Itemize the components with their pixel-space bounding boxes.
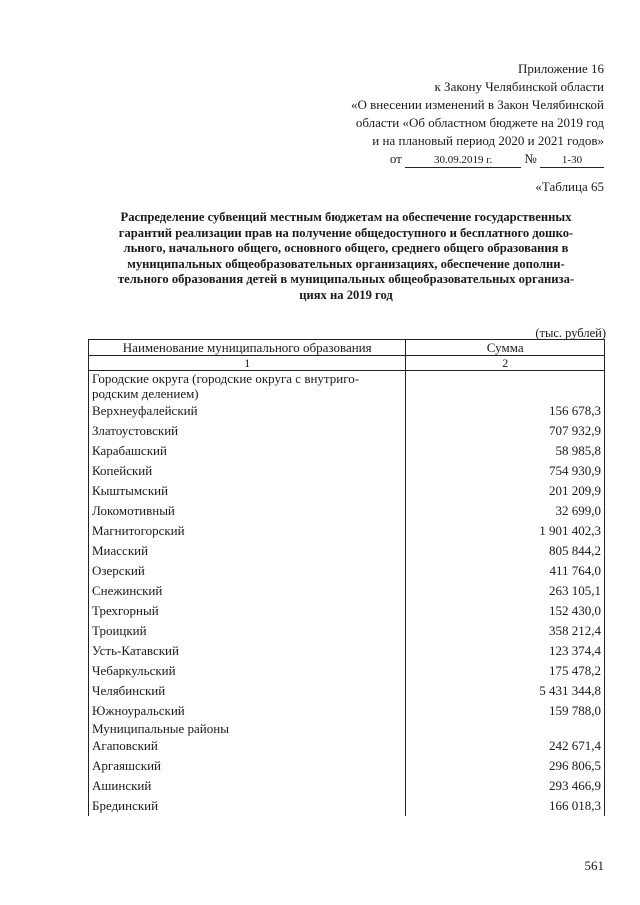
- subvention-amount: 411 764,0: [406, 561, 605, 581]
- group-sum-blank: [406, 371, 605, 402]
- subvention-amount: 5 431 344,8: [406, 681, 605, 701]
- table-body: [89, 371, 605, 817]
- group-title-line: Городские округа (городские округа с внутриго-: [92, 371, 360, 386]
- number-label: №: [524, 151, 537, 166]
- table-row: [89, 481, 605, 501]
- table-row: [89, 701, 605, 721]
- appendix-line: и на плановый период 2020 и 2021 годов»: [372, 133, 604, 148]
- law-number: 1-30: [540, 153, 604, 168]
- appendix-line: «О внесении изменений в Закон Челябинской: [350, 97, 604, 112]
- table-row: [89, 621, 605, 641]
- municipality-name: Магнитогорский: [89, 521, 406, 541]
- municipality-name: Снежинский: [89, 581, 406, 601]
- group-sum-blank: [406, 721, 605, 736]
- law-date-number: [351, 150, 604, 168]
- municipality-name: Озерский: [89, 561, 406, 581]
- municipality-name: Челябинский: [89, 681, 406, 701]
- table-row: [89, 681, 605, 701]
- municipality-name: Брединский: [89, 796, 406, 816]
- municipality-name: Миасский: [89, 541, 406, 561]
- group-header-row: [89, 371, 605, 402]
- table-row: [89, 736, 605, 756]
- subvention-amount: 159 788,0: [406, 701, 605, 721]
- table-row: [89, 521, 605, 541]
- table-row: [89, 561, 605, 581]
- municipality-name: Южноуральский: [89, 701, 406, 721]
- column-number: 1: [89, 356, 406, 371]
- table-row: [89, 421, 605, 441]
- group-header-row: [89, 721, 605, 736]
- municipality-name: Аргаяшский: [89, 756, 406, 776]
- table-row: [89, 401, 605, 421]
- subvention-amount: 175 478,2: [406, 661, 605, 681]
- table-row: [89, 601, 605, 621]
- subvention-amount: 754 930,9: [406, 461, 605, 481]
- subvention-amount: 358 212,4: [406, 621, 605, 641]
- subvention-amount: 263 105,1: [406, 581, 605, 601]
- group-title: [89, 721, 406, 736]
- page-number: 561: [584, 858, 604, 873]
- municipality-name: Агаповский: [89, 736, 406, 756]
- municipality-name: Кыштымский: [89, 481, 406, 501]
- appendix-line: к Закону Челябинской области: [434, 79, 604, 94]
- subvention-amount: 201 209,9: [406, 481, 605, 501]
- from-label: от: [389, 151, 402, 166]
- subvention-amount: 296 806,5: [406, 756, 605, 776]
- title-line: муниципальных общеобразовательных организациях, обеспечение дополни-: [127, 256, 565, 271]
- subvention-amount: 156 678,3: [406, 401, 605, 421]
- municipality-name: Копейский: [89, 461, 406, 481]
- table-row: [89, 661, 605, 681]
- title-line: льного, начального общего, основного общего, среднего общего образования в: [123, 241, 569, 256]
- table-row: [89, 796, 605, 816]
- subvention-amount: 293 466,9: [406, 776, 605, 796]
- table-row: [89, 541, 605, 561]
- group-title: [89, 371, 406, 402]
- group-title-line: Муниципальные районы: [92, 721, 229, 736]
- municipality-name: Карабашский: [89, 441, 406, 461]
- subvention-amount: 707 932,9: [406, 421, 605, 441]
- title-line: Распределение субвенций местным бюджетам на обеспечение государственных: [120, 210, 572, 224]
- municipality-name: Локомотивный: [89, 501, 406, 521]
- units-label: (тыс. рублей): [535, 326, 606, 340]
- table-label: «Таблица 65: [535, 179, 604, 194]
- subvention-amount: 166 018,3: [406, 796, 605, 816]
- municipality-name: Верхнеуфалейский: [89, 401, 406, 421]
- law-date: 30.09.2019 г.: [405, 153, 521, 168]
- subvention-amount: 242 671,4: [406, 736, 605, 756]
- group-title-line: родским делением): [92, 386, 199, 401]
- table-row: [89, 756, 605, 776]
- subvention-amount: 32 699,0: [406, 501, 605, 521]
- title-line: тельного образования детей в муниципальных общеобразовательных организа-: [117, 272, 575, 287]
- subvention-amount: 152 430,0: [406, 601, 605, 621]
- municipality-name: Чебаркульский: [89, 661, 406, 681]
- subvention-amount: 123 374,4: [406, 641, 605, 661]
- table-row: [89, 641, 605, 661]
- appendix-line: области «Об областном бюджете на 2019 год: [355, 115, 604, 130]
- table-row: [89, 581, 605, 601]
- municipality-name: Ашинский: [89, 776, 406, 796]
- table-row: [89, 501, 605, 521]
- subvention-amount: 805 844,2: [406, 541, 605, 561]
- subvention-table: [88, 339, 605, 816]
- table-row: [89, 776, 605, 796]
- municipality-name: Троицкий: [89, 621, 406, 641]
- municipality-name: Златоустовский: [89, 421, 406, 441]
- column-number: 2: [406, 356, 605, 371]
- table-row: [89, 461, 605, 481]
- appendix-line: Приложение 16: [517, 61, 604, 76]
- municipality-name: Трехгорный: [89, 601, 406, 621]
- title-line: гарантий реализации прав на получение общедоступного и бесплатного дошко-: [118, 225, 574, 240]
- column-header-name: Наименование муниципального образования: [89, 340, 406, 356]
- title-line: циях на 2019 год: [299, 287, 393, 302]
- appendix-header: [351, 60, 604, 168]
- column-header-sum: Сумма: [406, 340, 605, 356]
- document-title: [88, 210, 604, 304]
- table-row: [89, 441, 605, 461]
- subvention-amount: 1 901 402,3: [406, 521, 605, 541]
- subvention-amount: 58 985,8: [406, 441, 605, 461]
- municipality-name: Усть-Катавский: [89, 641, 406, 661]
